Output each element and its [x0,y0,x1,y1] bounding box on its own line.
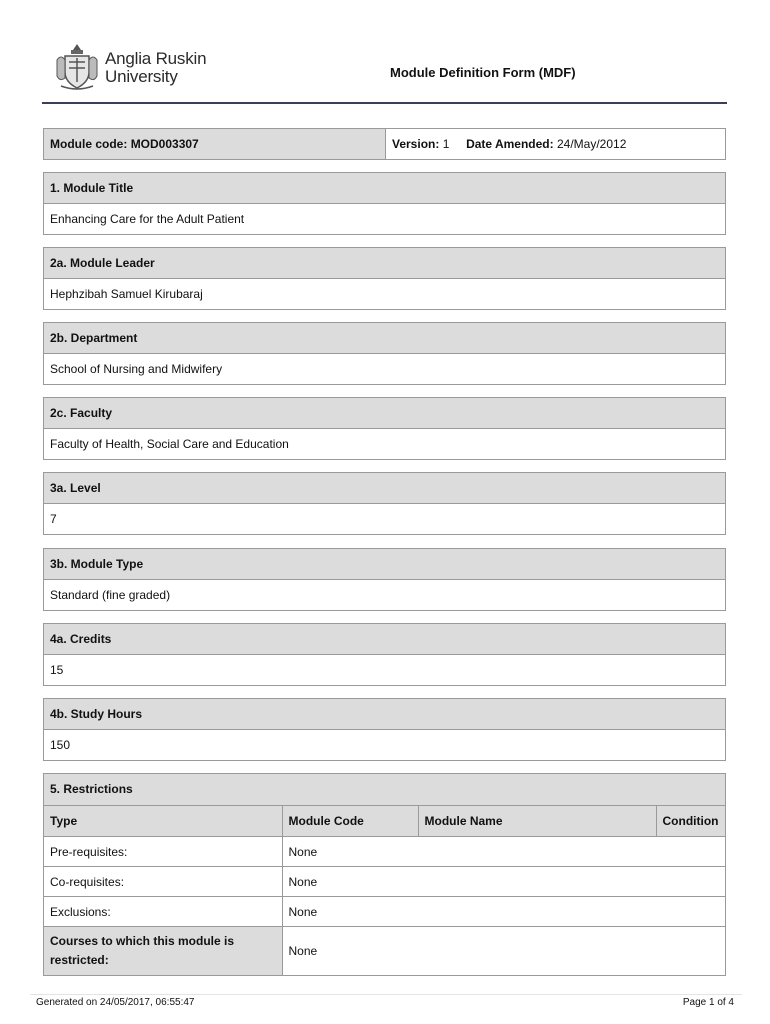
table-header-row [44,806,725,837]
section-credits [43,623,726,686]
section-heading: 2a. Module Leader [44,248,725,279]
section-value: 7 [50,512,57,526]
column-header-condition: Condition [656,806,725,837]
date-amended-value: 24/May/2012 [556,137,627,151]
section-restrictions [43,773,726,976]
page-number: Page 1 of 4 [682,997,734,1008]
restriction-type: Exclusions: [44,897,282,927]
restriction-type-line1: Courses to which this module is [50,933,235,948]
section-heading: 4a. Credits [44,624,725,655]
form-title: Module Definition Form (MDF) [390,65,576,80]
section-module-title [43,172,726,235]
column-header-module-name: Module Name [418,806,656,837]
section-heading: 1. Module Title [44,173,725,204]
section-value: Standard (fine graded) [50,588,171,602]
section-heading: 3a. Level [44,473,725,504]
section-heading: 3b. Module Type [44,549,725,580]
section-value: 150 [50,738,71,752]
column-header-type: Type [44,806,282,837]
section-faculty [43,397,726,460]
logo-text-line1: Anglia Ruskin [105,49,207,68]
restriction-code: None [282,897,725,927]
section-value: Enhancing Care for the Adult Patient [50,212,245,226]
header-divider [42,102,727,104]
table-row [44,927,725,975]
section-module-type [43,548,726,611]
section-department [43,322,726,385]
version-value: 1 [442,137,450,151]
university-logo [55,40,225,92]
section-module-leader [43,247,726,310]
footer-divider [30,994,742,995]
module-code-value: MOD003307 [130,137,199,151]
section-heading: 2c. Faculty [44,398,725,429]
restriction-type: Co-requisites: [44,867,282,897]
logo-text-line2: University [105,67,178,86]
module-code-cell [44,129,386,159]
version-cell [386,129,725,159]
date-amended-label: Date Amended: [466,137,554,151]
crest-icon [55,40,99,92]
section-value: School of Nursing and Midwifery [50,362,223,376]
restrictions-table [44,805,725,975]
section-level [43,472,726,535]
section-study-hours [43,698,726,761]
section-heading: 4b. Study Hours [44,699,725,730]
section-value: 15 [50,663,64,677]
column-header-module-code: Module Code [282,806,418,837]
table-row [44,867,725,897]
table-row [44,837,725,867]
version-label: Version: [392,137,440,151]
module-code-row [43,128,726,160]
restriction-type: Pre-requisites: [44,837,282,867]
restriction-code: None [282,837,725,867]
restriction-code: None [282,927,725,975]
table-row [44,897,725,927]
module-code-label: Module code: [50,137,128,151]
generated-timestamp: Generated on 24/05/2017, 06:55:47 [36,997,195,1008]
section-value: Faculty of Health, Social Care and Education [50,437,289,451]
section-value: Hephzibah Samuel Kirubaraj [50,287,203,301]
restriction-code: None [282,867,725,897]
restriction-type-line2: restricted: [50,952,109,967]
section-heading: 2b. Department [44,323,725,354]
restriction-type [44,927,282,975]
section-heading: 5. Restrictions [44,774,725,805]
